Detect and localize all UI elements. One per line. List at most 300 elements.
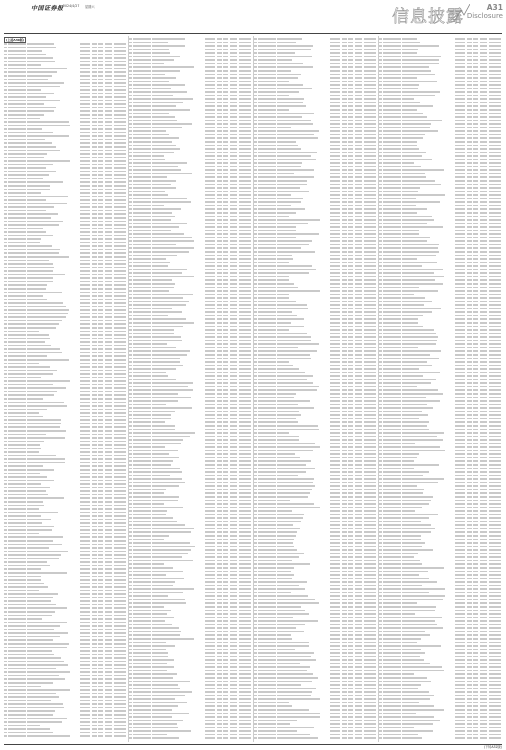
table-cell xyxy=(239,123,252,125)
table-row xyxy=(254,311,377,313)
table-cell xyxy=(348,152,353,154)
table-cell xyxy=(105,643,112,645)
table-cell xyxy=(355,265,362,267)
table-cell xyxy=(223,120,228,122)
table-cell xyxy=(80,416,90,418)
table-cell xyxy=(277,315,297,317)
table-cell xyxy=(355,318,362,320)
table-cell xyxy=(277,297,290,299)
table-cell xyxy=(8,536,26,538)
table-cell xyxy=(152,446,166,448)
table-cell xyxy=(230,659,237,661)
table-cell xyxy=(105,547,112,549)
table-cell xyxy=(8,331,26,333)
table-cell xyxy=(114,174,127,176)
table-cell xyxy=(223,152,228,154)
table-row xyxy=(254,482,377,484)
table-cell xyxy=(114,196,127,198)
table-cell xyxy=(152,205,165,207)
table-cell xyxy=(205,343,215,345)
table-cell xyxy=(8,75,26,77)
table-cell xyxy=(27,121,69,123)
table-cell xyxy=(105,189,112,191)
table-cell xyxy=(152,386,188,388)
table-row xyxy=(4,302,127,304)
table-cell xyxy=(277,91,299,93)
table-cell xyxy=(8,458,26,460)
table-cell xyxy=(239,159,252,161)
table-cell xyxy=(223,127,228,129)
table-cell xyxy=(133,315,151,317)
table-cell xyxy=(342,471,347,473)
table-cell xyxy=(114,586,127,588)
table-row xyxy=(254,521,377,523)
table-cell xyxy=(239,358,252,360)
table-cell xyxy=(239,716,252,718)
table-row xyxy=(129,304,252,306)
table-cell xyxy=(92,313,97,315)
table-cell xyxy=(133,663,151,665)
table-cell xyxy=(342,475,347,477)
table-row xyxy=(4,526,127,528)
table-cell xyxy=(98,135,103,137)
table-cell xyxy=(114,228,127,230)
table-cell xyxy=(205,624,215,626)
table-cell xyxy=(258,407,276,409)
table-cell xyxy=(223,404,228,406)
table-cell xyxy=(230,290,237,292)
table-cell xyxy=(133,159,151,161)
table-cell xyxy=(114,558,127,560)
table-row xyxy=(254,418,377,420)
table-cell xyxy=(152,375,169,377)
table-cell xyxy=(133,379,151,381)
table-cell xyxy=(114,636,127,638)
table-cell xyxy=(364,489,377,491)
table-cell xyxy=(239,216,252,218)
table-cell xyxy=(27,203,67,205)
table-cell xyxy=(98,682,103,684)
table-cell xyxy=(80,213,90,215)
table-cell xyxy=(230,116,237,118)
table-cell xyxy=(364,155,377,157)
table-cell xyxy=(133,152,151,154)
table-row xyxy=(4,142,127,144)
table-cell xyxy=(8,181,26,183)
table-cell xyxy=(217,91,222,93)
table-cell xyxy=(230,162,237,164)
table-cell xyxy=(27,231,46,233)
table-row xyxy=(129,294,252,296)
table-cell xyxy=(223,137,228,139)
table-cell xyxy=(205,350,215,352)
table-cell xyxy=(205,602,215,604)
table-cell xyxy=(114,292,127,294)
table-cell xyxy=(27,274,66,276)
table-row xyxy=(129,691,252,693)
table-cell xyxy=(92,675,97,677)
table-cell xyxy=(217,727,222,729)
table-cell xyxy=(152,109,191,111)
table-cell xyxy=(330,375,340,377)
table-row xyxy=(4,579,127,581)
table-cell xyxy=(342,141,347,143)
table-cell xyxy=(223,542,228,544)
table-cell xyxy=(277,443,316,445)
table-cell xyxy=(8,494,26,496)
table-cell xyxy=(277,152,318,154)
table-cell xyxy=(133,194,151,196)
table-cell xyxy=(330,336,340,338)
table-cell xyxy=(364,507,377,509)
table-cell xyxy=(364,145,377,147)
table-cell xyxy=(114,71,127,73)
table-cell xyxy=(105,529,112,531)
table-cell xyxy=(80,707,90,709)
table-row xyxy=(4,64,127,66)
table-cell xyxy=(152,496,180,498)
table-cell xyxy=(342,123,347,125)
table-cell xyxy=(27,508,39,510)
table-cell xyxy=(80,384,90,386)
table-cell xyxy=(98,128,103,130)
table-row xyxy=(4,714,127,716)
table-cell xyxy=(133,269,151,271)
table-row xyxy=(254,294,377,296)
table-cell xyxy=(217,198,222,200)
table-cell xyxy=(223,258,228,260)
table-cell xyxy=(230,617,237,619)
table-cell xyxy=(217,66,222,68)
table-cell xyxy=(217,201,222,203)
table-cell xyxy=(98,277,103,279)
table-cell xyxy=(342,414,347,416)
table-row xyxy=(129,592,252,594)
table-cell xyxy=(342,66,347,68)
table-cell xyxy=(223,514,228,516)
table-cell xyxy=(114,622,127,624)
table-cell xyxy=(8,352,26,354)
table-cell xyxy=(98,302,103,304)
table-cell xyxy=(348,521,353,523)
table-row xyxy=(254,453,377,455)
table-cell xyxy=(205,155,215,157)
table-cell xyxy=(114,671,127,673)
table-cell xyxy=(133,219,151,221)
table-cell xyxy=(152,290,169,292)
table-cell xyxy=(217,496,222,498)
table-cell xyxy=(105,480,112,482)
table-cell xyxy=(114,100,127,102)
table-cell xyxy=(105,622,112,624)
table-cell xyxy=(114,50,127,52)
table-cell xyxy=(98,558,103,560)
table-cell xyxy=(348,290,353,292)
table-cell xyxy=(348,354,353,356)
table-cell xyxy=(133,208,151,210)
table-cell xyxy=(342,269,347,271)
table-row xyxy=(4,476,127,478)
table-cell xyxy=(355,59,362,61)
table-cell xyxy=(355,279,362,281)
table-cell xyxy=(92,568,97,570)
table-cell xyxy=(217,84,222,86)
table-cell xyxy=(92,607,97,609)
table-row xyxy=(254,531,377,533)
table-cell xyxy=(217,308,222,310)
table-row xyxy=(129,315,252,317)
table-cell xyxy=(217,233,222,235)
table-cell xyxy=(27,618,43,620)
table-cell xyxy=(152,734,167,736)
table-cell xyxy=(342,244,347,246)
table-cell xyxy=(230,691,237,693)
table-cell xyxy=(92,252,97,254)
table-cell xyxy=(152,610,172,612)
table-cell xyxy=(27,522,42,524)
top-rule xyxy=(4,33,502,34)
table-cell xyxy=(230,262,237,264)
table-cell xyxy=(217,116,222,118)
page-number: A31 xyxy=(486,3,503,12)
table-cell xyxy=(133,148,151,150)
table-cell xyxy=(258,453,276,455)
table-cell xyxy=(364,283,377,285)
table-cell xyxy=(217,194,222,196)
table-cell xyxy=(133,120,151,122)
table-cell xyxy=(355,524,362,526)
table-cell xyxy=(348,407,353,409)
table-cell xyxy=(355,187,362,189)
table-cell xyxy=(277,272,310,274)
table-cell xyxy=(205,425,215,427)
table-cell xyxy=(98,448,103,450)
table-row xyxy=(254,169,377,171)
table-cell xyxy=(330,524,340,526)
table-cell xyxy=(98,597,103,599)
table-cell xyxy=(133,645,151,647)
table-cell xyxy=(239,59,252,61)
table-cell xyxy=(105,700,112,702)
table-row xyxy=(129,176,252,178)
table-cell xyxy=(258,95,276,97)
table-cell xyxy=(239,105,252,107)
table-cell xyxy=(364,95,377,97)
table-cell xyxy=(239,308,252,310)
table-cell xyxy=(98,341,103,343)
table-cell xyxy=(342,436,347,438)
table-cell xyxy=(230,592,237,594)
table-row xyxy=(129,567,252,569)
table-cell xyxy=(364,258,377,260)
table-cell xyxy=(355,63,362,65)
table-row xyxy=(254,52,377,54)
table-cell xyxy=(133,223,151,225)
table-cell xyxy=(230,141,237,143)
table-cell xyxy=(258,393,276,395)
table-cell xyxy=(330,471,340,473)
table-cell xyxy=(98,650,103,652)
table-cell xyxy=(114,210,127,212)
table-cell xyxy=(239,223,252,225)
table-cell xyxy=(80,565,90,567)
table-cell xyxy=(152,113,170,115)
table-cell xyxy=(277,503,314,505)
table-row xyxy=(4,373,127,375)
table-cell xyxy=(152,42,169,44)
table-cell xyxy=(114,519,127,521)
table-cell xyxy=(205,287,215,289)
table-cell xyxy=(92,678,97,680)
table-cell xyxy=(277,49,311,51)
table-cell xyxy=(258,528,276,530)
table-row xyxy=(4,515,127,517)
table-cell xyxy=(223,311,228,313)
table-cell xyxy=(8,121,26,123)
table-cell xyxy=(8,292,26,294)
table-cell xyxy=(27,441,44,443)
table-cell xyxy=(355,294,362,296)
table-cell xyxy=(114,352,127,354)
table-cell xyxy=(27,501,43,503)
table-row xyxy=(254,120,377,122)
table-cell xyxy=(348,343,353,345)
table-cell xyxy=(230,152,237,154)
table-cell xyxy=(8,394,26,396)
table-cell xyxy=(330,77,340,79)
table-cell xyxy=(330,393,340,395)
table-cell xyxy=(114,316,127,318)
table-cell xyxy=(348,471,353,473)
table-cell xyxy=(27,93,55,95)
table-cell xyxy=(133,539,151,541)
table-row xyxy=(129,365,252,367)
table-cell xyxy=(258,308,276,310)
table-cell xyxy=(80,373,90,375)
table-cell xyxy=(330,141,340,143)
table-cell xyxy=(277,546,294,548)
table-cell xyxy=(277,123,314,125)
table-cell xyxy=(348,84,353,86)
table-cell xyxy=(92,380,97,382)
table-cell xyxy=(205,379,215,381)
table-cell xyxy=(133,141,151,143)
table-cell xyxy=(230,137,237,139)
table-cell xyxy=(8,664,26,666)
table-row xyxy=(254,464,377,466)
table-cell xyxy=(80,128,90,130)
table-cell xyxy=(80,93,90,95)
table-cell xyxy=(239,318,252,320)
table-cell xyxy=(348,393,353,395)
table-cell xyxy=(239,517,252,519)
table-cell xyxy=(277,52,295,54)
table-cell xyxy=(205,613,215,615)
table-cell xyxy=(217,464,222,466)
table-cell xyxy=(258,283,276,285)
table-cell xyxy=(217,141,222,143)
table-cell xyxy=(364,585,377,587)
table-cell xyxy=(223,478,228,480)
table-cell xyxy=(105,270,112,272)
table-row xyxy=(4,671,127,673)
table-cell xyxy=(92,508,97,510)
table-cell xyxy=(8,565,26,567)
table-cell xyxy=(355,38,362,40)
table-cell xyxy=(98,50,103,52)
table-cell xyxy=(355,560,362,562)
table-cell xyxy=(258,141,276,143)
table-row xyxy=(4,323,127,325)
table-cell xyxy=(152,287,174,289)
table-cell xyxy=(330,365,340,367)
table-cell xyxy=(152,468,181,470)
table-cell xyxy=(230,294,237,296)
table-cell xyxy=(364,56,377,58)
table-cell xyxy=(230,205,237,207)
table-cell xyxy=(105,473,112,475)
table-cell xyxy=(258,539,276,541)
table-cell xyxy=(27,636,61,638)
table-cell xyxy=(205,418,215,420)
table-cell xyxy=(92,490,97,492)
table-cell xyxy=(355,489,362,491)
table-row xyxy=(4,103,127,105)
table-cell xyxy=(348,429,353,431)
table-cell xyxy=(239,453,252,455)
table-cell xyxy=(152,503,164,505)
table-cell xyxy=(92,529,97,531)
table-cell xyxy=(105,590,112,592)
table-row xyxy=(4,572,127,574)
table-cell xyxy=(230,482,237,484)
table-cell xyxy=(223,705,228,707)
table-cell xyxy=(277,400,311,402)
table-cell xyxy=(152,617,174,619)
table-cell xyxy=(92,107,97,109)
table-cell xyxy=(152,606,164,608)
table-cell xyxy=(348,571,353,573)
table-cell xyxy=(80,139,90,141)
table-row xyxy=(254,397,377,399)
table-cell xyxy=(8,526,26,528)
table-cell xyxy=(239,272,252,274)
table-cell xyxy=(205,460,215,462)
table-cell xyxy=(223,460,228,462)
table-cell xyxy=(92,714,97,716)
table-cell xyxy=(239,617,252,619)
table-cell xyxy=(230,627,237,629)
table-cell xyxy=(98,565,103,567)
table-cell xyxy=(8,512,26,514)
table-cell xyxy=(98,441,103,443)
table-cell xyxy=(217,294,222,296)
table-cell xyxy=(258,290,276,292)
table-cell xyxy=(348,216,353,218)
table-cell xyxy=(239,74,252,76)
table-cell xyxy=(27,576,42,578)
table-row xyxy=(4,710,127,712)
table-cell xyxy=(80,561,90,563)
table-cell xyxy=(230,120,237,122)
table-cell xyxy=(27,451,40,453)
table-row xyxy=(4,89,127,91)
table-row xyxy=(129,375,252,377)
table-cell xyxy=(355,290,362,292)
table-cell xyxy=(27,444,40,446)
table-cell xyxy=(223,446,228,448)
table-cell xyxy=(8,618,26,620)
